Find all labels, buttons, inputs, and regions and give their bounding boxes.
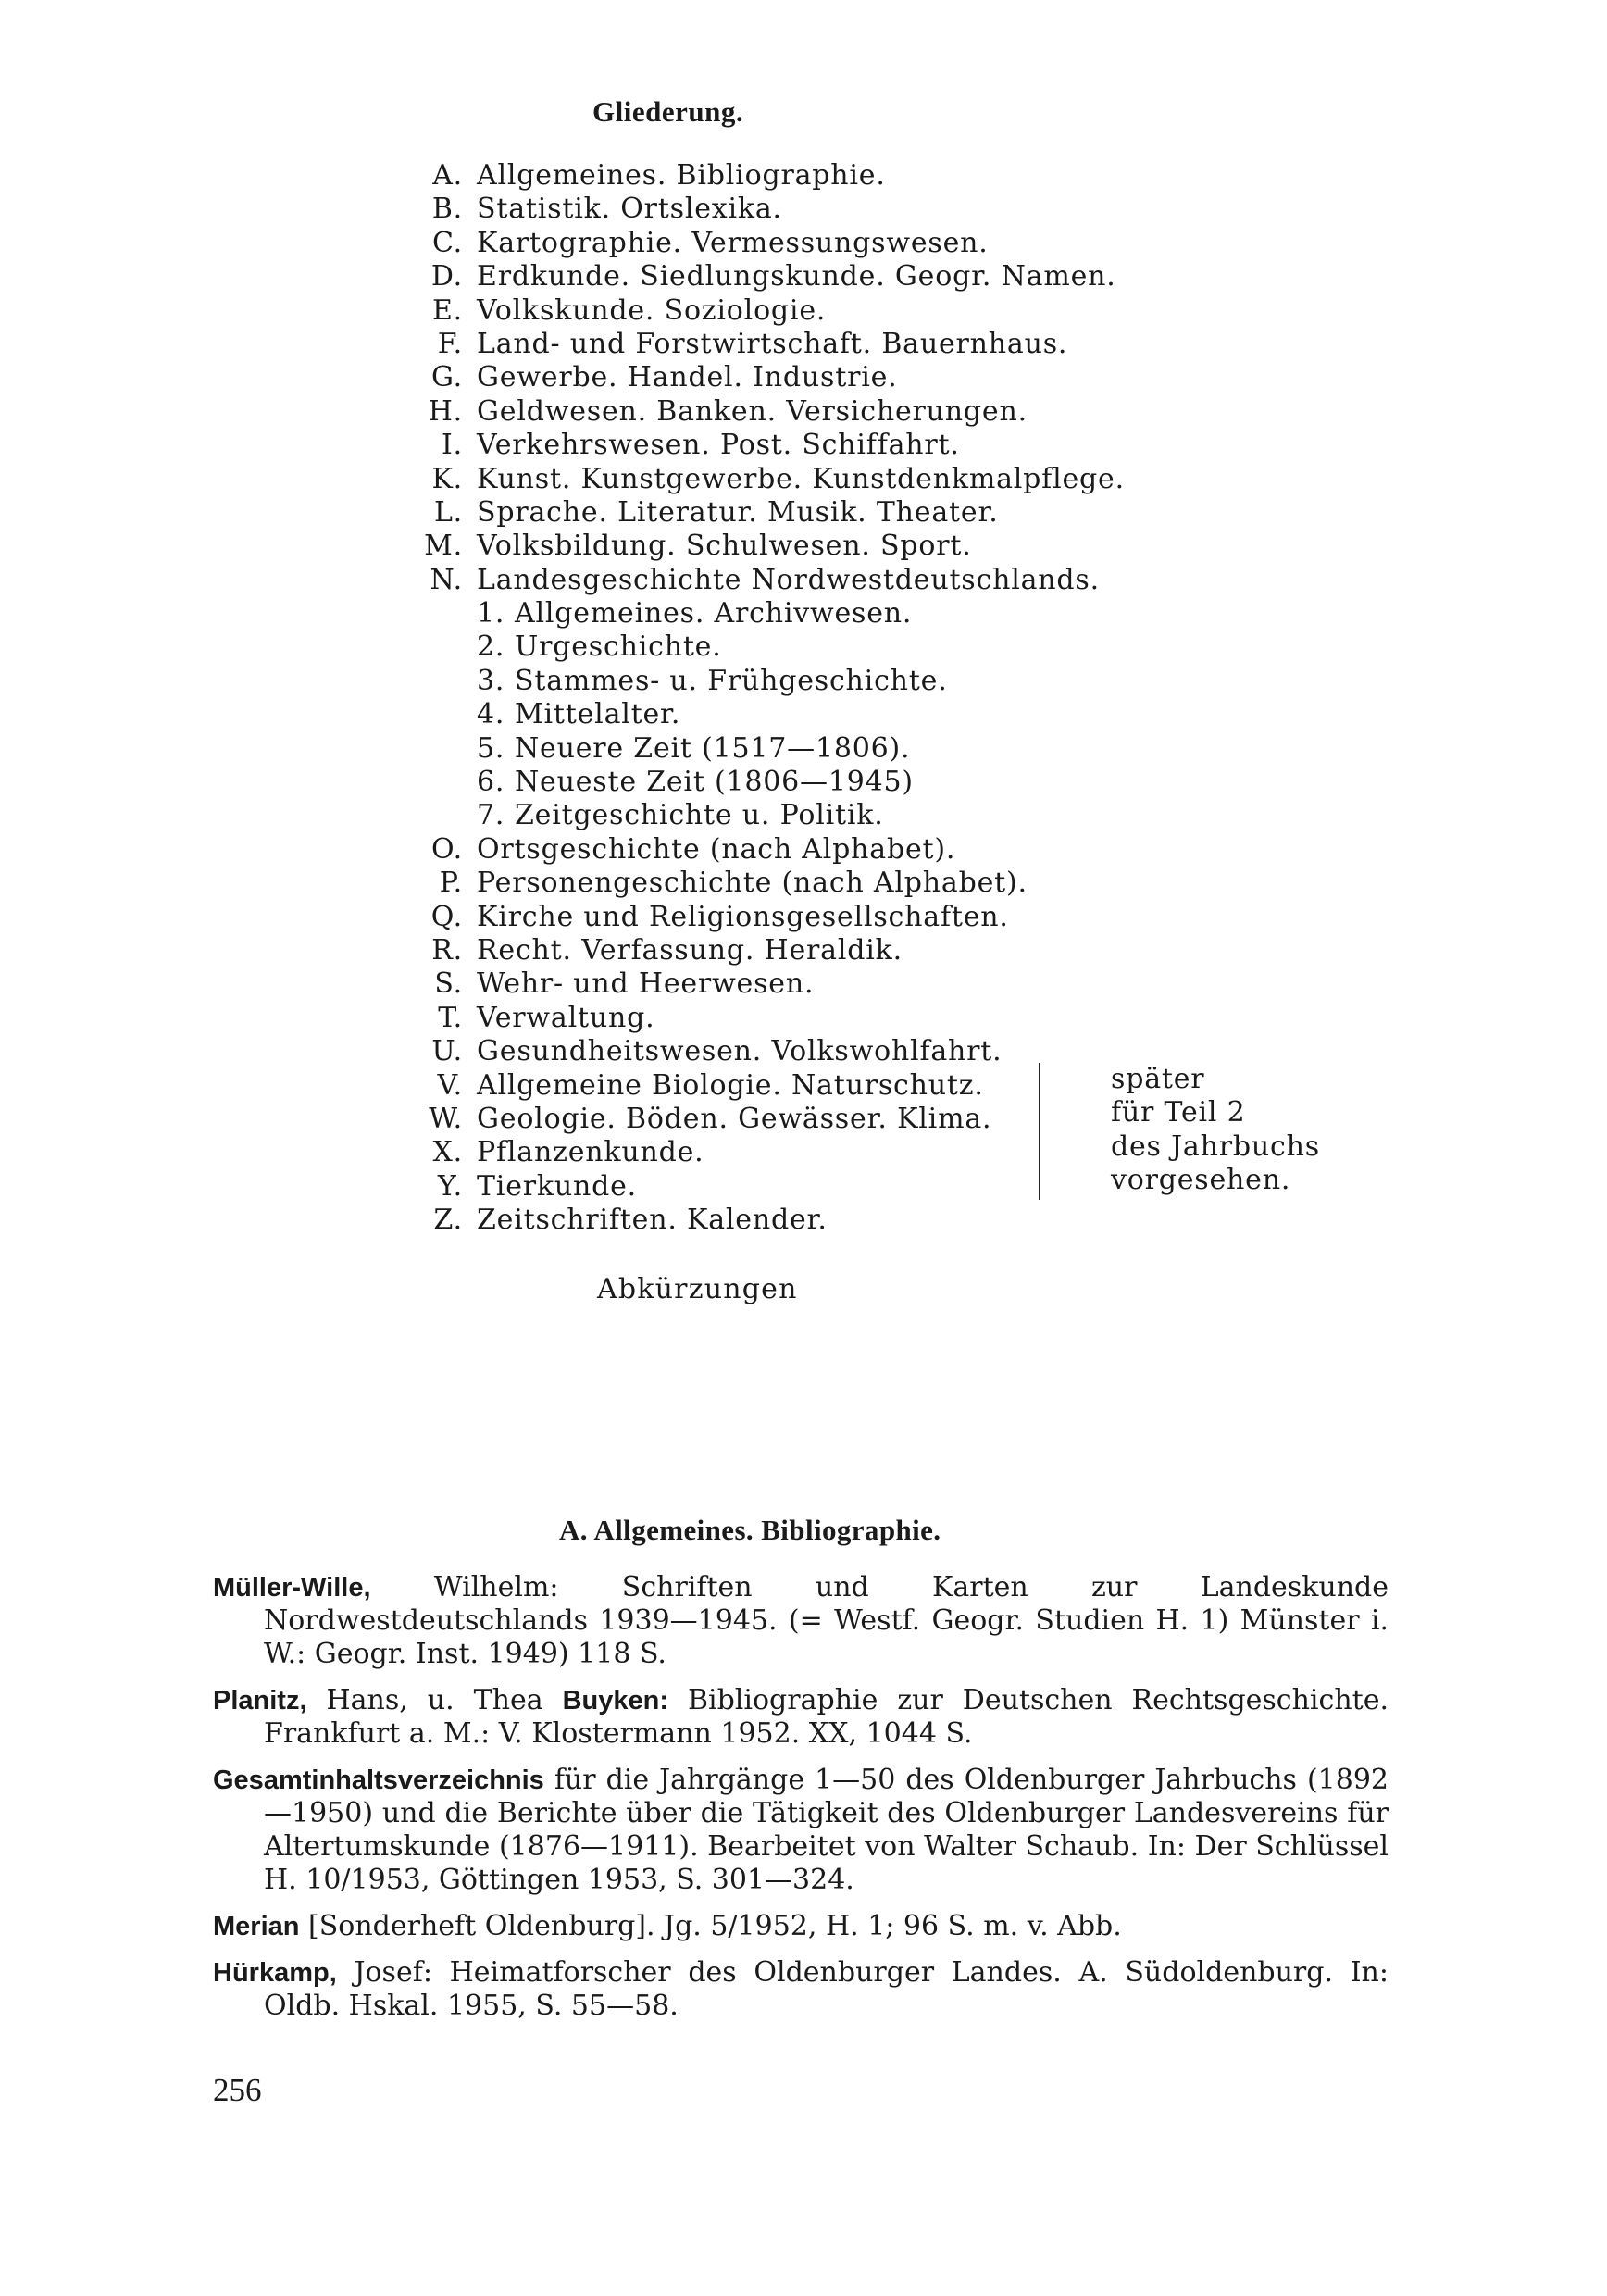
outline-key: O. — [431, 832, 463, 866]
outline-key: T. — [438, 1001, 463, 1034]
outline-subkey: 1. — [477, 597, 505, 630]
outline-item — [407, 328, 1240, 361]
outline-text: Personengeschichte (nach Alphabet). — [477, 867, 1028, 900]
abbreviations-label: Abkürzungen — [597, 1273, 798, 1305]
outline-subkey: 4. — [477, 698, 505, 731]
bib-text: Bibliographie zur Deutschen Rechtsgeschichte. Frankfurt a. M.: V. Klostermann 1952. XX, 1044 S. — [264, 1684, 1389, 1750]
outline-text: Geldwesen. Banken. Versicherungen. — [477, 394, 1028, 428]
outline-key: B. — [431, 193, 463, 226]
outline-subkey: 5. — [477, 731, 505, 765]
outline-key: R. — [431, 933, 463, 967]
outline-key: V. — [437, 1068, 463, 1102]
outline-key: F. — [437, 327, 463, 360]
section-heading: A. Allgemeines. Bibliographie. — [559, 1514, 941, 1546]
outline-text: Volksbildung. Schulwesen. Sport. — [477, 530, 972, 563]
outline-subitem — [407, 665, 1240, 698]
outline-subkey: 3. — [477, 664, 505, 697]
brace-note-line: später — [1111, 1063, 1205, 1095]
outline-item — [407, 159, 1240, 193]
page-number: 256 — [213, 2072, 262, 2108]
outline-subkey: 2. — [477, 630, 505, 664]
bib-text: Josef: Heimatforscher des Oldenburger Landes. A. Südoldenburg. In: Oldb. Hskal. 1955, S. 55—58. — [264, 1956, 1389, 2022]
outline-item — [407, 193, 1240, 226]
brace-note-line: für Teil 2 — [1111, 1096, 1246, 1129]
outline-text: Pflanzenkunde. — [477, 1136, 704, 1169]
bib-author: Merian — [213, 1912, 300, 1941]
outline-subitem — [407, 630, 1240, 664]
outline-subtext: Zeitgeschichte u. Politik. — [515, 799, 884, 832]
outline-item — [407, 934, 1240, 967]
outline-item — [407, 463, 1240, 496]
outline-text: Land- und Forstwirtschaft. Bauernhaus. — [477, 327, 1068, 360]
outline-text: Kartographie. Vermessungswesen. — [477, 226, 989, 259]
bib-text: für die Jahrgänge 1—50 des Oldenburger Jahrbuchs (1892—1950) und die Berichte über die Tätigkeit des Oldenburger Landesvereins für Altertumskunde (1876—1911). Bearbeitet von Walter Schaub. In: Der Schlüssel H. 10/1953, Göttingen 1953, S. 301—324. — [264, 1764, 1389, 1896]
outline-key: M. — [424, 530, 463, 563]
bib-entry — [213, 1571, 1389, 1671]
outline-key: X. — [432, 1136, 463, 1169]
outline-subitem — [407, 698, 1240, 731]
bibliography — [213, 1571, 1389, 2036]
bib-author: Gesamtinhaltsverzeichnis — [213, 1766, 544, 1795]
brace-note — [1111, 1063, 1320, 1198]
outline-key: I. — [442, 429, 463, 462]
outline-key: N. — [430, 563, 463, 596]
brace-note-line: des Jahrbuchs — [1111, 1129, 1320, 1163]
outline-item — [407, 564, 1240, 597]
outline-item — [407, 294, 1240, 328]
outline-text: Statistik. Ortslexika. — [477, 193, 782, 226]
outline-text: Recht. Verfassung. Heraldik. — [477, 933, 903, 967]
outline-key: P. — [439, 867, 463, 900]
outline-text: Wehr- und Heerwesen. — [477, 967, 815, 1001]
outline-text: Verwaltung. — [477, 1001, 655, 1034]
outline-item — [407, 967, 1240, 1001]
outline-key: Z. — [433, 1204, 463, 1237]
outline-subitem — [407, 732, 1240, 766]
bib-text: Wilhelm: Schriften und Karten zur Landeskunde Nordwestdeutschlands 1939—1945. (= Westf. Geogr. Studien H. 1) Münster i. W.: Geogr. Inst. 1949) 118 S. — [264, 1571, 1389, 1670]
bib-author: Planitz, — [213, 1686, 307, 1716]
outline-subkey: 6. — [477, 766, 505, 799]
outline-text: Volkskunde. Soziologie. — [477, 293, 827, 327]
outline-item — [407, 395, 1240, 429]
outline-text: Kirche und Religionsgesellschaften. — [477, 900, 1009, 933]
outline-key: Y. — [437, 1169, 463, 1203]
outline-key: A. — [432, 159, 463, 192]
outline-text: Gesundheitswesen. Volkswohlfahrt. — [477, 1035, 1003, 1068]
outline-text: Allgemeines. Bibliographie. — [477, 159, 886, 192]
outline-subtext: Urgeschichte. — [515, 630, 722, 664]
outline-item — [407, 530, 1240, 563]
outline-text: Allgemeine Biologie. Naturschutz. — [477, 1068, 984, 1102]
outline-item — [407, 429, 1240, 462]
bib-author: Müller-Wille, — [213, 1573, 371, 1603]
outline-key: Q. — [430, 900, 463, 933]
outline-subkey: 7. — [477, 799, 505, 832]
outline-item — [407, 901, 1240, 934]
outline-key: W. — [429, 1102, 463, 1135]
outline-text: Ortsgeschichte (nach Alphabet). — [477, 832, 956, 866]
bib-author: Hürkamp, — [213, 1958, 337, 1988]
outline-key: L. — [433, 495, 463, 529]
outline-text: Landesgeschichte Nordwestdeutschlands. — [477, 563, 1100, 596]
outline-subtext: Neueste Zeit (1806—1945) — [515, 766, 914, 799]
outline-subtext: Stammes- u. Frühgeschichte. — [515, 664, 948, 697]
outline-subtext: Mittelalter. — [515, 698, 681, 731]
outline-key: H. — [428, 394, 463, 428]
outline-key: G. — [430, 361, 463, 394]
outline-item — [407, 260, 1240, 293]
outline-text: Sprache. Literatur. Musik. Theater. — [477, 495, 999, 529]
outline-key: U. — [431, 1035, 463, 1068]
outline-subtext: Neuere Zeit (1517—1806). — [515, 731, 911, 765]
outline-item — [407, 867, 1240, 900]
outline-text: Geologie. Böden. Gewässer. Klima. — [477, 1102, 992, 1135]
outline-key: D. — [430, 260, 463, 293]
outline-subitem — [407, 766, 1240, 799]
outline-text: Kunst. Kunstgewerbe. Kunstdenkmalpflege. — [477, 462, 1125, 495]
bib-entry — [213, 1764, 1389, 1897]
outline-item — [407, 833, 1240, 867]
bib-author: Buyken: — [562, 1686, 668, 1716]
outline-title: Gliederung. — [592, 95, 744, 128]
outline-key: S. — [434, 967, 463, 1001]
outline-subitem — [407, 597, 1240, 630]
bib-entry — [213, 1684, 1389, 1751]
outline-key: E. — [431, 293, 463, 327]
outline-text: Verkehrswesen. Post. Schiffahrt. — [477, 429, 960, 462]
outline-key: C. — [431, 226, 463, 259]
bib-text: [Sonderheft Oldenburg]. Jg. 5/1952, H. 1; 96 S. m. v. Abb. — [299, 1910, 1122, 1942]
grouping-brace — [1039, 1063, 1052, 1200]
bib-text: Hans, u. Thea — [306, 1684, 563, 1716]
outline-text: Gewerbe. Handel. Industrie. — [477, 361, 898, 394]
outline-text: Zeitschriften. Kalender. — [477, 1204, 828, 1237]
bib-entry — [213, 1910, 1389, 1943]
outline-key: K. — [431, 462, 463, 495]
outline-item — [407, 361, 1240, 394]
outline-item — [407, 496, 1240, 530]
outline-item — [407, 1002, 1240, 1035]
bib-entry — [213, 1956, 1389, 2023]
outline-text: Tierkunde. — [477, 1169, 638, 1203]
outline-item — [407, 1204, 1240, 1237]
outline-subtext: Allgemeines. Archivwesen. — [515, 597, 913, 630]
outline-text: Erdkunde. Siedlungskunde. Geogr. Namen. — [477, 260, 1116, 293]
outline-subitem — [407, 799, 1240, 832]
brace-note-line: vorgesehen. — [1111, 1164, 1291, 1197]
outline-item — [407, 227, 1240, 260]
